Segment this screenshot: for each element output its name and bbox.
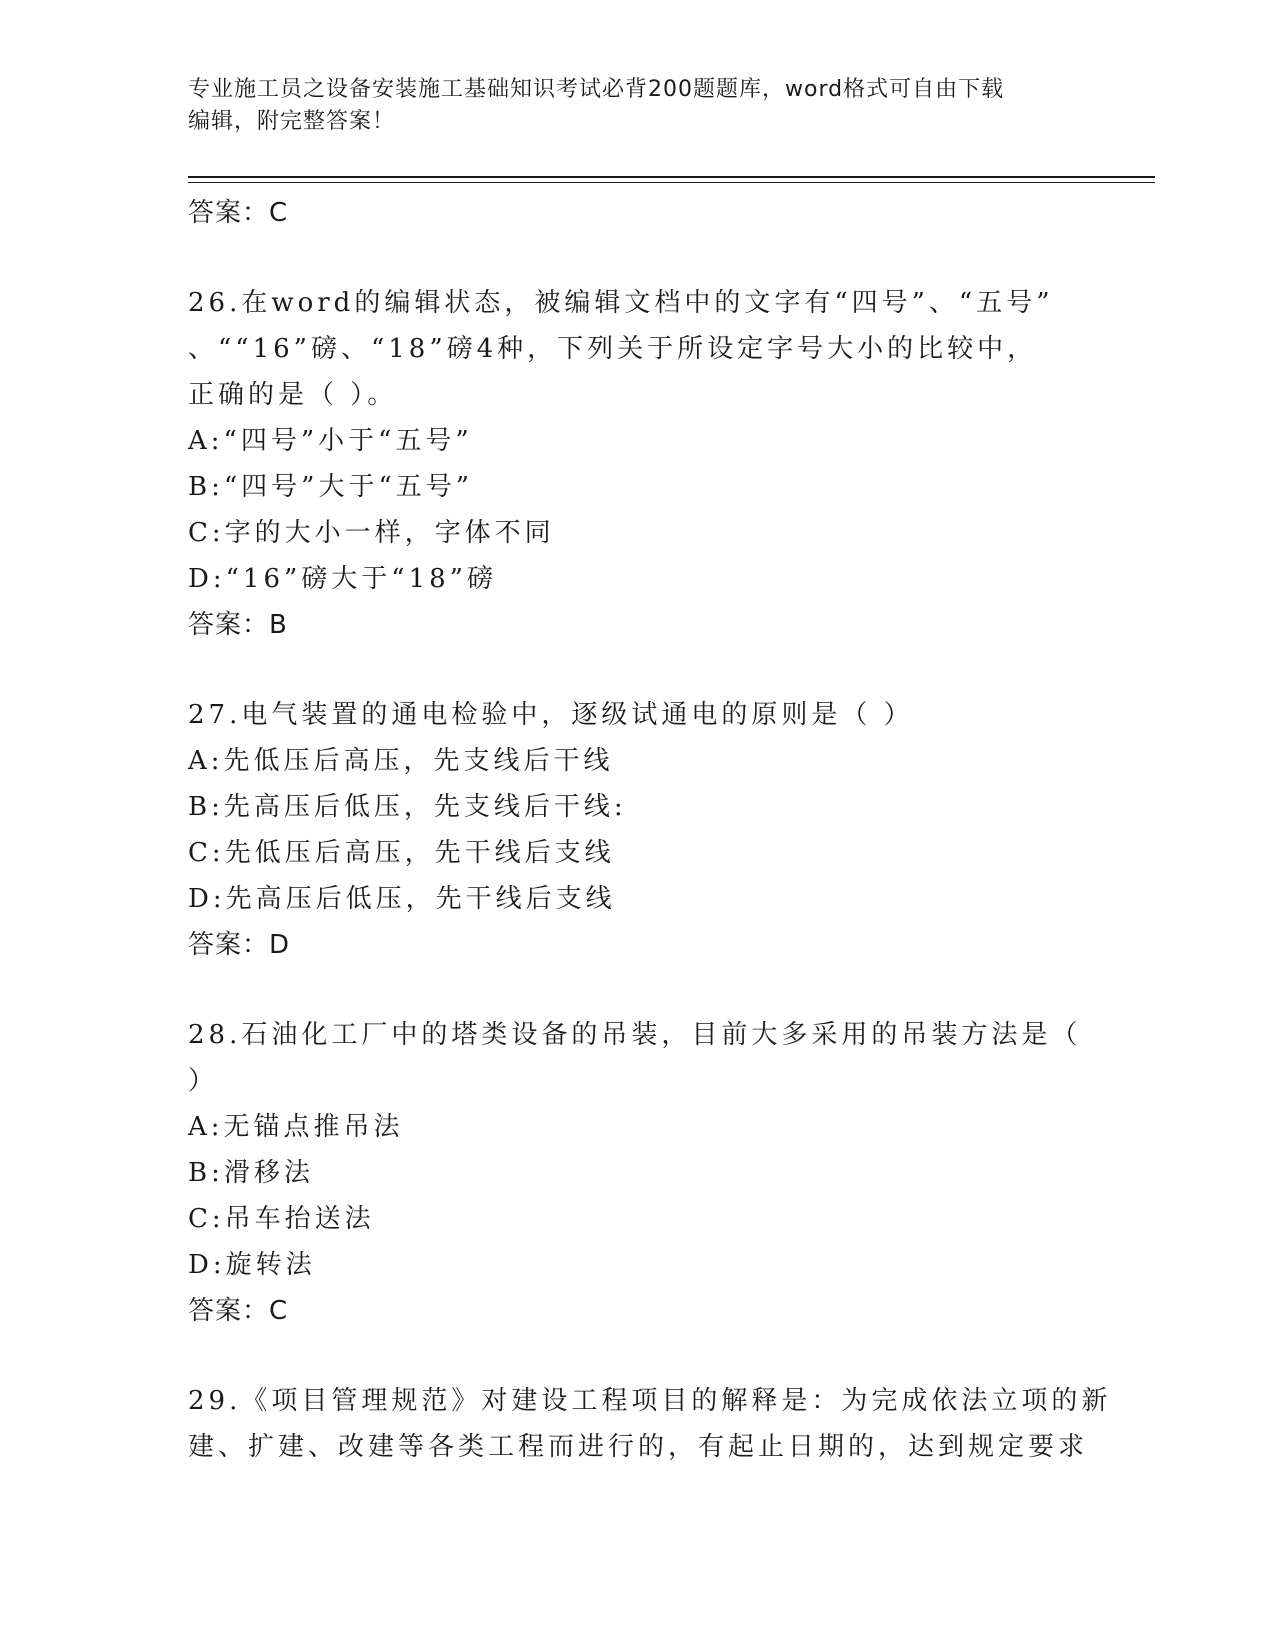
document-header [188, 74, 1088, 138]
answer-line: 答案：D [188, 930, 291, 960]
question-text-line: 、““16”磅、“18”磅4种，下列关于所设定字号大小的比较中， [188, 334, 1038, 364]
question-text-line: 29.《项目管理规范》对建设工程项目的解释是：为完成依法立项的新 [188, 1386, 1112, 1416]
header-divider-thin [188, 182, 1155, 183]
option-a: A:无锚点推吊法 [188, 1112, 404, 1142]
question-block [188, 280, 1088, 648]
question-text-line: 建、扩建、改建等各类工程而进行的，有起止日期的，达到规定要求 [188, 1432, 1089, 1462]
option-d: D:旋转法 [188, 1250, 316, 1280]
answer-line: 答案：C [188, 1296, 289, 1326]
option-b: B:“四号”大于“五号” [188, 472, 474, 502]
question-text-line: 27.电气装置的通电检验中，逐级试通电的原则是（ ） [188, 700, 914, 730]
question-block [188, 1378, 1112, 1470]
question-text-line: 26.在word的编辑状态，被编辑文档中的文字有“四号”、“五号” [188, 288, 1054, 318]
option-c: C:吊车抬送法 [188, 1204, 375, 1234]
header-divider-thick [188, 176, 1155, 178]
option-c: C:字的大小一样，字体不同 [188, 518, 555, 548]
option-d: D:先高压后低压，先干线后支线 [188, 884, 616, 914]
question-text-line: ） [188, 1066, 219, 1096]
header-line-1: 专业施工员之设备安装施工基础知识考试必背200题题库，word格式可自由下载 [188, 77, 1005, 102]
option-d: D:“16”磅大于“18”磅 [188, 564, 497, 594]
option-b: B:先高压后低压，先支线后干线: [188, 792, 627, 822]
option-b: B:滑移法 [188, 1158, 314, 1188]
question-list [188, 190, 1112, 1470]
answer-line: 答案：C [188, 198, 289, 228]
option-a: A:先低压后高压，先支线后干线 [188, 746, 614, 776]
option-c: C:先低压后高压，先干线后支线 [188, 838, 615, 868]
answer-line: 答案：B [188, 610, 288, 640]
question-text-line: 28.石油化工厂中的塔类设备的吊装，目前大多采用的吊装方法是（ [188, 1020, 1082, 1050]
question-block [188, 692, 1088, 968]
option-a: A:“四号”小于“五号” [188, 426, 473, 456]
question-text-line: 正确的是（ ）。 [188, 380, 398, 410]
question-block [188, 1012, 1088, 1334]
header-line-2: 编辑，附完整答案！ [188, 109, 396, 134]
